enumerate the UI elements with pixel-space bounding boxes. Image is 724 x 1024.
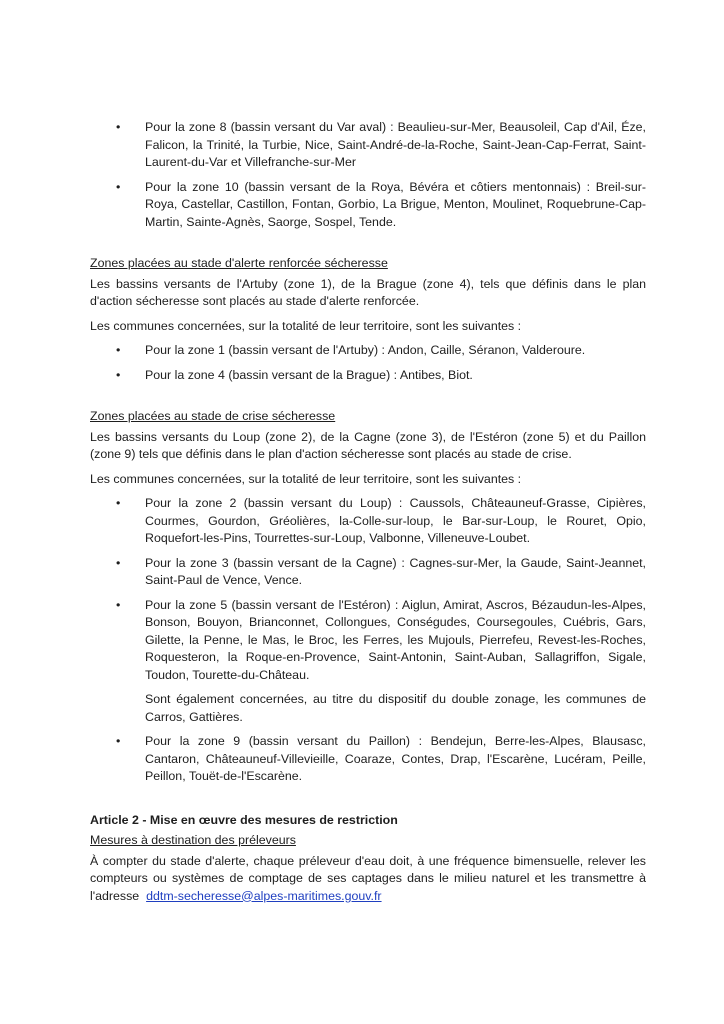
heading-crise: Zones placées au stade de crise sécheresse	[90, 409, 336, 423]
heading-mesures-preleveurs: Mesures à destination des préleveurs	[90, 833, 296, 847]
zone-list-crise	[90, 495, 646, 684]
paragraph-renforcee-communes: Les communes concernées, sur la totalité de leur territoire, sont les suivantes :	[90, 318, 522, 333]
article-2-title: Article 2 - Mise en œuvre des mesures de restriction	[90, 812, 398, 827]
list-item-zone-10: • Pour la zone 10 (bassin versant de la Roya, Bévéra et côtiers mentonnais) : Breil-sur-Roya, Castellar, Castillon, Fontan, Gorbio, La Brigue, Menton, Moulinet, Roquebrune-Cap-Martin, Sainte-Agnès, Saorge, Sospel, Tende.	[115, 179, 646, 232]
list-item-zone-5: • Pour la zone 5 (bassin versant de l'Estéron) : Aiglun, Amirat, Ascros, Bézaudun-les-Alpes, Bonson, Bouyon, Brianconnet, Collongues, Conségudes, Coursegoules, Cuébris, Gars, Gilette, la Penne, le Mas, le Broc, les Ferres, les Mujouls, Pierrefeu, Revest-les-Roches, Roquesteron, la Roque-en-Provence, Saint-Antonin, Saint-Auban, Sallagriffon, Sigale, Toudon, Tourette-du-Château.	[115, 597, 646, 685]
zone-list-renforcee	[90, 342, 646, 384]
list-item-zone-9: • Pour la zone 9 (bassin versant du Paillon) : Bendejun, Berre-les-Alpes, Blausasc, Cantaron, Châteauneuf-Villevieille, Coaraze, Contes, Drap, l'Escarène, Lucéram, Peille, Peillon, Touët-de-l'Escarène.	[115, 733, 646, 786]
paragraph-renforcee-intro: Les bassins versants de l'Artuby (zone 1), de la Brague (zone 4), tels que définis dans le plan d'action sécheresse sont placés au stade d'alerte renforcée.	[90, 276, 646, 308]
email-link[interactable]: ddtm-secheresse@alpes-maritimes.gouv.fr	[146, 888, 382, 903]
list-item-zone-2: • Pour la zone 2 (bassin versant du Loup) : Caussols, Châteauneuf-Grasse, Cipières, Courmes, Gourdon, Gréolières, la-Colle-sur-loup, le Bar-sur-Loup, le Rouret, Opio, Roquefort-les-Pins, Tourrettes-sur-Loup, Valbonne, Villeneuve-Loubet.	[115, 495, 646, 548]
zone-list-crise-last	[90, 733, 646, 786]
list-item-zone-1: • Pour la zone 1 (bassin versant de l'Artuby) : Andon, Caille, Séranon, Valderoure.	[115, 342, 646, 360]
page-body	[90, 119, 646, 905]
heading-alerte-renforcee: Zones placées au stade d'alerte renforcée sécheresse	[90, 256, 388, 270]
list-item-zone-4: • Pour la zone 4 (bassin versant de la Brague) : Antibes, Biot.	[115, 367, 646, 385]
paragraph-crise-communes: Les communes concernées, sur la totalité de leur territoire, sont les suivantes :	[90, 471, 522, 486]
zone-list-top	[90, 119, 646, 231]
paragraph-crise-intro: Les bassins versants du Loup (zone 2), de la Cagne (zone 3), de l'Estéron (zone 5) et du Paillon (zone 9) tels que définis dans le plan d'action sécheresse sont placés au stade de crise.	[90, 429, 646, 461]
list-item-zone-8: • Pour la zone 8 (bassin versant du Var aval) : Beaulieu-sur-Mer, Beausoleil, Cap d'Ail, Éze, Falicon, la Trinité, la Turbie, Nice, Saint-André-de-la-Roche, Saint-Jean-Cap-Ferrat, Saint-Laurent-du-Var et Villefranche-sur-Mer	[115, 119, 646, 172]
article-2-text: À compter du stade d'alerte, chaque préleveur d'eau doit, à une fréquence bimensuelle, relever les compteurs ou systèmes de comptage de ses captages dans le milieu naturel et les transmettre à l'adresse	[90, 853, 646, 903]
list-item-zone-3: • Pour la zone 3 (bassin versant de la Cagne) : Cagnes-sur-Mer, la Gaude, Saint-Jeannet, Saint-Paul de Vence, Vence.	[115, 555, 646, 590]
paragraph-article-2	[90, 853, 646, 906]
paragraph-double-zonage: Sont également concernées, au titre du dispositif du double zonage, les communes de Carros, Gattières.	[145, 692, 646, 724]
